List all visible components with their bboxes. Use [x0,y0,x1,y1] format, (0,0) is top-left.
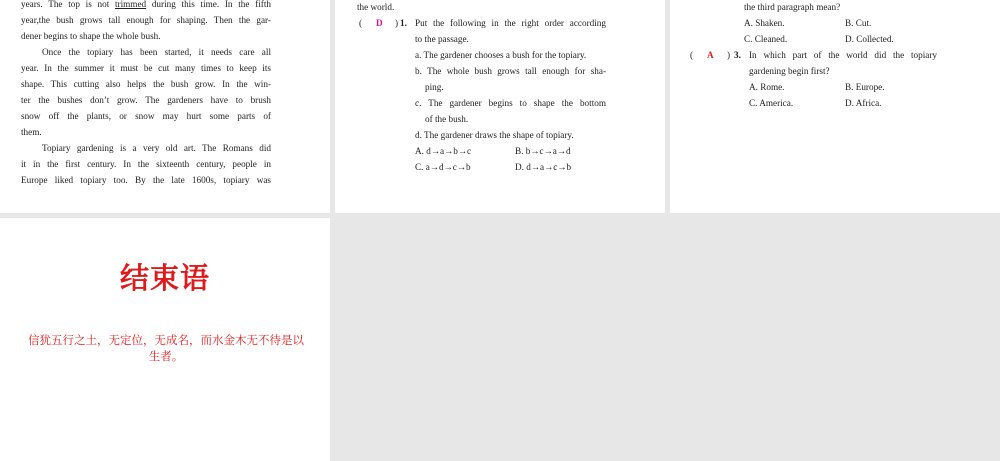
slide-question-3 [670,0,1000,213]
option-c: C. Cleaned. [744,34,788,44]
passage-line: Europe liked topiary too. By the late 1600s, topiary was [21,175,271,185]
passage-line: snow off the plants, or snow may hurt some parts of [21,111,271,121]
closing-title: 结束语 [119,261,210,295]
option-b: B. Europe. [845,82,885,92]
sequence-item: b. The whole bush grows tall enough for sha- [415,66,606,76]
answer-paren-open: ( [690,50,694,60]
option-b: B. Cut. [845,18,872,28]
sequence-item: a. The gardener chooses a bush for the topiary. [415,50,587,60]
passage-text: during this time. In the fifth [146,0,271,9]
option-a: A. Shaken. [744,18,785,28]
closing-quote: 信犹五行之土，无定位，无成名，而水金木无不待是以生者。 [28,333,304,363]
underlined-word: trimmed [114,0,147,9]
sequence-item: c. The gardener begins to shape the bottom [415,98,606,108]
sequence-item: of the bush. [425,114,469,124]
carry-over-text: the world. [357,2,395,12]
sequence-item: ping. [425,82,444,92]
passage-line: Topiary gardening is a very old art. The Romans did [42,143,271,153]
option-b: B. b→c→a→d [515,146,571,156]
carry-over-text: the third paragraph mean? [744,2,841,12]
sequence-item: d. The gardener draws the shape of topiary. [415,130,574,140]
slide-closing [0,218,330,461]
option-c: C. a→d→c→b [415,162,471,172]
passage-line: it in the first century. In the sixteenth century, people in [21,159,271,169]
passage-line: dener begins to shape the whole bush. [21,31,161,41]
question-stem: Put the following in the right order according [415,18,606,28]
option-c: C. America. [749,98,794,108]
slide-question-1 [335,0,665,213]
question-stem: In which part of the world did the topiary [749,50,937,60]
question-stem: gardening begin first? [749,66,830,76]
question-number: 1. [400,18,407,28]
answer-d: D [376,18,383,28]
passage-line: year,the bush grows tall enough for shaping. Then the gar- [21,15,271,25]
passage-line: them. [21,127,42,137]
answer-paren-open: ( [359,18,363,28]
option-a: A. d→a→b→c [415,146,472,156]
passage-line [21,0,271,10]
option-d: D. d→a→c→b [515,162,572,172]
answer-paren-close: ) [395,18,399,28]
answer-a: A [707,50,714,60]
slide-passage [0,0,330,213]
passage-text: years. The top is not [21,0,115,9]
passage-line: year. In the summer it must be cut many times to keep its [21,63,271,73]
question-number: 3. [734,50,741,60]
passage-line: ter the bushes don’t grow. The gardeners have to brush [21,95,271,105]
option-d: D. Collected. [845,34,894,44]
passage-line: shape. This cutting also helps the bush grow. In the win- [21,79,271,89]
question-stem: to the passage. [415,34,469,44]
option-a: A. Rome. [749,82,785,92]
passage-line: Once the topiary has been started, it needs care all [42,47,271,57]
option-d: D. Africa. [845,98,882,108]
answer-paren-close: ) [727,50,731,60]
